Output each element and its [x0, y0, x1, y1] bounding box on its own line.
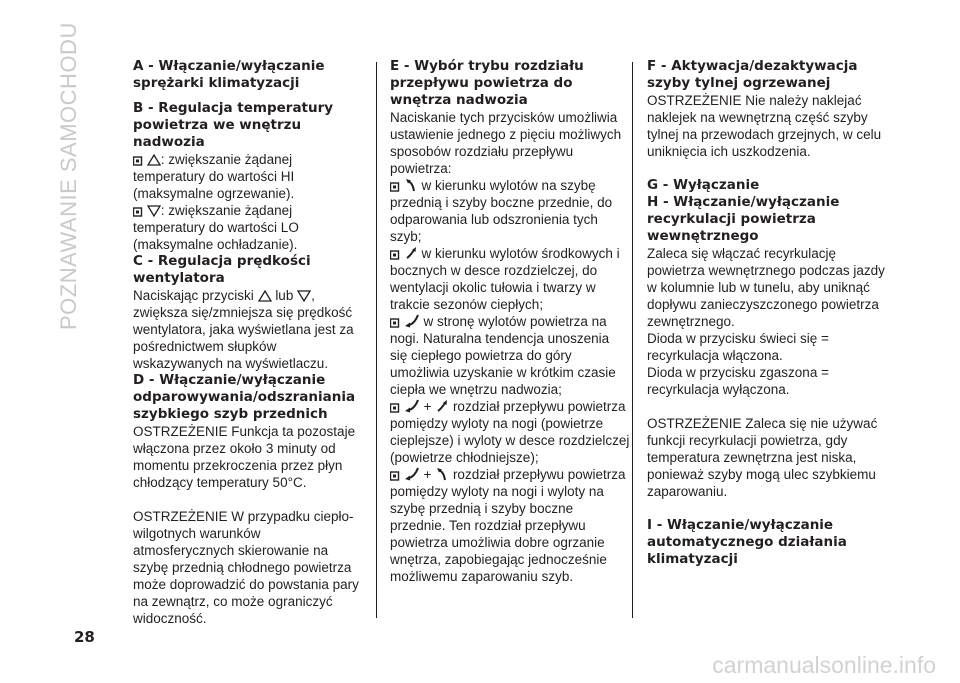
- column-3: [647, 58, 887, 568]
- paragraph-h-on: Dioda w przycisku świeci się = recyrkulacja włączona.: [647, 331, 829, 363]
- bullet-square-icon: [133, 206, 143, 217]
- airflow-face-icon: [404, 246, 418, 260]
- column-divider: [632, 62, 633, 618]
- bullet-square-icon: [390, 317, 400, 328]
- paragraph-e5: + rozdział przepływu powietrza pomiędzy wyloty na nogi i wyloty na szybę przednią i szyby boczne przednie. Ten rozdział przepływu powietrza umożliwia dobre ogrzanie wnętrza, zapobiegając jednocześnie możliwemu zaparowaniu szyb.: [390, 467, 626, 584]
- airflow-feet-icon: [404, 314, 420, 328]
- page-number: 28: [74, 628, 95, 646]
- bullet-square-icon: [390, 470, 400, 481]
- paragraph-e2: w kierunku wylotów środkowych i bocznych w desce rozdzielczej, do wentylacji okolic tułowia i twarzy w trakcie sezonów ciepłych;: [390, 246, 620, 312]
- bullet-square-icon: [390, 181, 400, 192]
- airflow-windscreen-icon: [435, 467, 449, 481]
- heading-i: I - Włączanie/wyłączanie automatycznego działania klimatyzacji: [647, 517, 847, 567]
- triangle-up-icon: [147, 154, 161, 166]
- airflow-face-icon: [435, 399, 449, 413]
- bullet-square-icon: [390, 402, 400, 413]
- paragraph-c: Naciskając przyciski lub , zwiększa się/zmniejsza się prędkość wentylatora, jaka wyświetlana jest za pośrednictwem słupków wskazywanych na wyświetlaczu.: [133, 288, 354, 371]
- heading-a: A - Włączanie/wyłączanie sprężarki klimatyzacji: [133, 58, 325, 91]
- airflow-feet-icon: [404, 467, 420, 481]
- paragraph-e3: w stronę wylotów powietrza na nogi. Naturalna tendencja unoszenia się ciepłego powietrza do góry umożliwia uzyskanie w krótkim czasie ciepła we wnętrzu nadwozia;: [390, 314, 616, 397]
- triangle-up-icon: [258, 290, 272, 302]
- paragraph-d-warning: OSTRZEŻENIE W przypadku ciepło-wilgotnych warunków atmosferycznych skierowanie na szybę przednią chłodnego powietrza może doprowadzić do powstania pary na zewnątrz, co może ograniczyć widoczność.: [133, 509, 359, 626]
- heading-f: F - Aktywacja/dezaktywacja szyby tylnej ogrzewanej: [647, 58, 858, 91]
- paragraph-d-note: OSTRZEŻENIE Funkcja ta pozostaje włączona przez około 3 minuty od momentu przekroczenia przez płyn chłodzący temperatury 50°C.: [133, 424, 356, 490]
- paragraph-e-intro: Naciskanie tych przycisków umożliwia ustawienie jednego z pięciu możliwych sposobów rozdziału przepływu powietrza:: [390, 110, 622, 176]
- bullet-square-icon: [390, 249, 400, 260]
- paragraph-h-warning: OSTRZEŻENIE Zaleca się nie używać funkcji recyrkulacji powietrza, gdy temperatura zewnętrzna jest niska, ponieważ szyby mogą ulec szybkiemu zaparowaniu.: [647, 416, 878, 499]
- heading-c: C - Regulacja prędkości wentylatora: [133, 253, 311, 286]
- paragraph-f: OSTRZEŻENIE Nie należy naklejać naklejek na wewnętrzną część szyby tylnej na przewodach grzejnych, w celu uniknięcia ich uszkodzenia.: [647, 93, 882, 159]
- column-1: [133, 58, 361, 627]
- paragraph-e4: + rozdział przepływu powietrza pomiędzy wyloty na nogi (powietrze cieplejsze) i wyloty w desce rozdzielczej (powietrze chłodniejsze);: [390, 399, 630, 465]
- paragraph-h-off: Dioda w przycisku zgaszona = recyrkulacja wyłączona.: [647, 365, 829, 397]
- column-divider: [376, 62, 377, 618]
- paragraph-b-down: : zwiększanie żądanej temperatury do wartości LO (maksymalne ochładzanie).: [133, 203, 299, 252]
- airflow-windscreen-icon: [404, 178, 418, 192]
- triangle-down-icon: [297, 290, 311, 302]
- column-2: [390, 58, 630, 585]
- paragraph-e1: w kierunku wylotów na szybę przednią i szyby boczne przednie, do odparowania lub odszronienia tych szyb;: [390, 178, 613, 244]
- section-side-title: POZNAWANIE SAMOCHODU: [56, 22, 81, 330]
- airflow-feet-icon: [404, 399, 420, 413]
- paragraph-h: Zaleca się włączać recyrkulację powietrza wewnętrznego podczas jazdy w kolumnie lub w tunelu, aby uniknąć dopływu zanieczyszczonego powietrza zewnętrznego.: [647, 246, 885, 329]
- bullet-square-icon: [133, 155, 143, 166]
- triangle-down-icon: [147, 205, 161, 217]
- paragraph-b-up: : zwiększanie żądanej temperatury do wartości HI (maksymalne ogrzewanie).: [133, 152, 295, 201]
- heading-b: B - Regulacja temperatury powietrza we wnętrzu nadwozia: [133, 100, 334, 150]
- heading-h: H - Włączanie/wyłączanie recyrkulacji powietrza wewnętrznego: [647, 194, 840, 244]
- heading-d: D - Włączanie/wyłączanie odparowywania/odszraniania szybkiego szyb przednich: [133, 372, 356, 422]
- heading-g: G - Wyłączanie: [647, 177, 760, 193]
- watermark: carmanualsonline.info: [712, 652, 936, 678]
- heading-e: E - Wybór trybu rozdziału przepływu powietrza do wnętrza nadwozia: [390, 58, 584, 108]
